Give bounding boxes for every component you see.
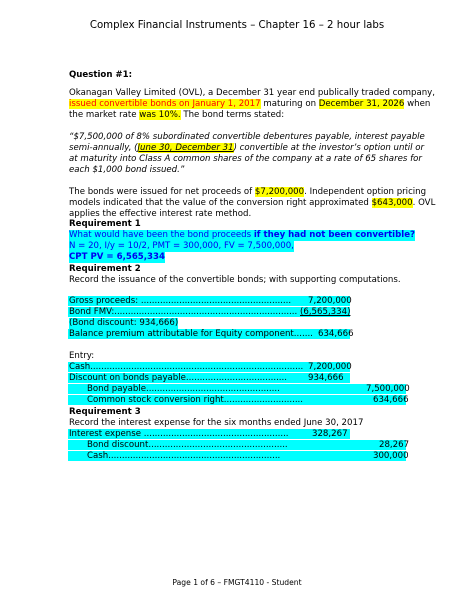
quote-line-2 [69,143,424,154]
text-span: The bonds were issued for net proceeds of [69,187,255,197]
bond-discount-credit-label: Bond discount................................................... [87,440,288,450]
text-span: ) convertible at the investor’s option until or [233,143,425,153]
quote-line-1: “$7,500,000 of 8% subordinated convertible debentures payable, interest payable [69,132,425,142]
page-footer: Page 1 of 6 – FMGT4110 - Student [172,578,302,587]
bond-discount-credit-value: 28,267 [379,440,410,450]
text-span: maturing on [260,99,319,109]
equity-component-value: 634,666 [318,329,354,339]
discount-debit-value: 934,666 [308,373,344,383]
text-span: models indicated that the value of the conversion right approximated [69,198,372,208]
question-heading: Question #1: [69,70,133,80]
conversion-right-value: 634,666 [373,395,409,405]
text-span: What would have been the bond proceeds [69,230,254,240]
text-span: . OVL [412,198,436,208]
issue-date-highlight: issued convertible bonds on January 1, 2017 [69,99,261,109]
text-span: the market rate [69,110,140,120]
cash-credit-label: Cash............................................................... [87,451,281,461]
conversion-right-label: Common stock conversion right............................. [87,395,304,405]
market-rate-highlight: was 10%. [139,110,181,120]
page-title: Complex Financial Instruments – Chapter 16 – 2 hour labs [89,20,385,31]
cash-debit-label: Cash.............................................................................. [69,362,304,372]
req2-heading: Requirement 2 [69,264,141,274]
bond-fmv-value: (6,565,334) [300,307,351,317]
bond-payable-value: 7,500,000 [366,384,410,394]
text-span: when [404,99,431,109]
proceeds-line-1 [69,187,426,198]
gross-proceeds-value: 7,200,000 [308,296,352,306]
bond-payable-label: Bond payable................................................. [87,384,280,394]
req1-pv: CPT PV = 6,565,334 [69,252,165,262]
proceeds-line-3: applies the effective interest rate method. [69,209,252,219]
text-span: . Independent option pricing [304,187,427,197]
req1-heading: Requirement 1 [69,219,141,229]
question-line-2 [69,99,430,110]
quote-line-3: at maturity into Class A common shares of the company at a rate of 65 shares for [69,154,422,164]
text-span: semi-annually, ( [69,143,138,153]
maturity-date-highlight: December 31, 2026 [318,99,405,109]
req3-description: Record the interest expense for the six months ended June 30, 2017 [69,418,364,428]
question-line-1: Okanagan Valley Limited (OVL), a December 31 year end publically traded company, [69,88,435,98]
net-proceeds-highlight: $7,200,000 [254,187,305,197]
question-line-3 [69,110,284,121]
conversion-value-highlight: $643,000 [371,198,413,208]
bond-discount-note: (Bond discount: 934,666) [69,318,179,328]
cash-credit-value: 300,000 [373,451,409,461]
cash-debit-value: 7,200,000 [308,362,352,372]
equity-component-label: Balance premium attributable for Equity component....... [69,329,313,339]
text-span: The bond terms stated: [180,110,285,120]
quote-line-4: each $1,000 bond issued.” [69,165,185,175]
interest-expense-value: 328,267 [312,429,348,439]
interest-expense-label: Interest expense ..................................................... [69,429,289,439]
entry-label: Entry: [69,351,95,361]
discount-debit-label: Discount on bonds payable..................................... [69,373,287,383]
gross-proceeds-label: Gross proceeds: ....................................................... [69,296,292,306]
req2-description: Record the issuance of the convertible bonds; with supporting computations. [69,275,401,285]
req3-heading: Requirement 3 [69,407,141,417]
interest-dates-highlight: June 30, December 31 [137,143,234,153]
text-span: if they had not been convertible? [253,230,416,240]
req1-calculation: N = 20, I/y = 10/2, PMT = 300,000, FV = 7,500,000, [69,241,294,251]
req1-question [69,230,415,241]
proceeds-line-2 [69,198,435,209]
bond-fmv-label: Bond FMV:................................................................... [69,307,298,317]
